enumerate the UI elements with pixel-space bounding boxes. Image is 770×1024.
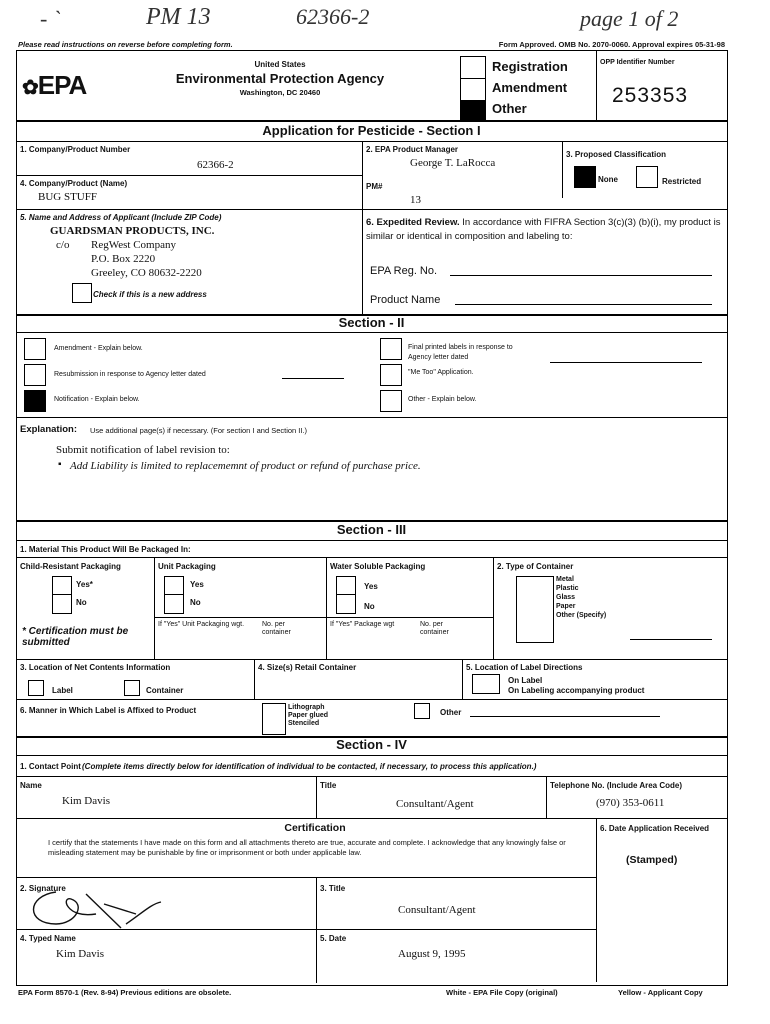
- agency-country: United States: [254, 60, 306, 69]
- unit-label: Unit Packaging: [158, 562, 216, 571]
- contact-label: 1. Contact Point: [20, 762, 81, 771]
- classification-label: 3. Proposed Classification: [566, 150, 667, 159]
- container-glass: Glass: [556, 594, 576, 601]
- class-none-checkbox[interactable]: [574, 166, 596, 188]
- manner-paper-glued: Paper glued: [288, 712, 329, 719]
- child-yes-checkbox[interactable]: [52, 576, 72, 596]
- date-label: 5. Date: [320, 934, 347, 943]
- net-label-checkbox[interactable]: [28, 680, 44, 696]
- cert-note: * Certification must be submitted: [22, 626, 129, 648]
- company-number-label: 1. Company/Product Number: [20, 145, 131, 154]
- phone-value[interactable]: (970) 353-0611: [596, 797, 665, 809]
- manner-label: 6. Manner in Which Label is Affixed to Product: [20, 706, 197, 715]
- registration-checkbox[interactable]: [460, 56, 486, 80]
- unit-weight-label: If "Yes" Unit Packaging wgt.: [158, 621, 245, 628]
- explanation-hint: Use additional page(s) if necessary. (For section I and Section II.): [90, 426, 308, 435]
- child-no-checkbox[interactable]: [52, 594, 72, 614]
- water-no-checkbox[interactable]: [336, 594, 356, 614]
- bullet-icon: ▪: [58, 459, 62, 470]
- package-weight-label: If "Yes" Package wgt: [330, 621, 395, 628]
- on-labeling-option: On Labeling accompanying product: [508, 686, 645, 695]
- directions-checkbox[interactable]: [472, 674, 500, 694]
- agency-letter-label: Agency letter dated: [408, 354, 469, 361]
- net-container-checkbox[interactable]: [124, 680, 140, 696]
- epa-reg-label: EPA Reg. No.: [370, 265, 438, 277]
- water-yes-checkbox[interactable]: [336, 576, 356, 596]
- water-no-label: No: [364, 602, 375, 611]
- epa-logo: ✿EPA: [22, 70, 87, 100]
- yellow-copy: Yellow - Applicant Copy: [618, 988, 703, 997]
- me-too-checkbox[interactable]: [380, 364, 402, 386]
- explanation-line2: Add Liability is limited to replacememnt of product or refund of purchase price.: [70, 460, 421, 472]
- applicant-name[interactable]: GUARDSMAN PRODUCTS, INC.: [50, 225, 215, 237]
- option-other: Other: [492, 101, 527, 116]
- handwritten-page-note: page 1 of 2: [580, 6, 679, 31]
- cert-text: I certify that the statements I have made on this form and all attachments thereto are true, accurate and complete. I acknowledge that any knowingly false or misleading statement may be punishable by fine or imprisonment or both under applicable law.: [48, 838, 566, 857]
- class-none-label: None: [598, 175, 618, 184]
- water-yes-label: Yes: [364, 582, 378, 591]
- unit-no-label: No: [190, 598, 201, 607]
- container-plastic: Plastic: [556, 585, 579, 592]
- white-copy: White - EPA File Copy (original): [446, 988, 558, 997]
- manner-other-label: Other: [440, 708, 462, 717]
- pm-value[interactable]: 13: [410, 194, 421, 206]
- amendment-checkbox[interactable]: [460, 78, 486, 102]
- phone-label: Telephone No. (Include Area Code): [550, 781, 683, 790]
- signature-scribble: [26, 884, 186, 934]
- unit-yes-label: Yes: [190, 580, 204, 589]
- manner-stenciled: Stenciled: [288, 720, 320, 727]
- notification-label: Notification - Explain below.: [54, 396, 140, 403]
- manner-checkbox[interactable]: [262, 703, 286, 735]
- name-value[interactable]: Kim Davis: [62, 795, 110, 807]
- container-other: Other (Specify): [556, 612, 607, 619]
- other-explain-label: Other - Explain below.: [408, 396, 477, 403]
- class-restricted-checkbox[interactable]: [636, 166, 658, 188]
- child-yes-label: Yes*: [76, 580, 93, 589]
- section3-title: Section - III: [336, 522, 407, 537]
- sizes-label: 4. Size(s) Retail Container: [258, 663, 357, 672]
- section2-title: Section - II: [338, 315, 405, 330]
- cert-title: Certification: [284, 822, 346, 834]
- expedited-review: [366, 216, 722, 244]
- manner-other-checkbox[interactable]: [414, 703, 430, 719]
- date-received-label: 6. Date Application Received: [600, 824, 710, 833]
- child-label: Child-Resistant Packaging: [20, 562, 121, 571]
- container-type-label: 2. Type of Container: [497, 562, 574, 571]
- typed-name-label: 4. Typed Name: [20, 934, 76, 943]
- manner-lithograph: Lithograph: [288, 704, 325, 711]
- agency-block: [150, 60, 410, 97]
- stamped-label: (Stamped): [626, 854, 678, 866]
- option-registration: Registration: [492, 59, 568, 74]
- applicant-label: 5. Name and Address of Applicant (Include ZIP Code): [20, 213, 222, 222]
- expedited-title: 6. Expedited Review.: [366, 217, 460, 228]
- signature-label: 2. Signature: [20, 884, 66, 893]
- unit-per-container-label: No. per container: [262, 621, 291, 636]
- opp-number: 253353: [612, 84, 689, 107]
- opp-label: OPP Identifier Number: [600, 59, 675, 66]
- on-label-option: On Label: [508, 676, 543, 685]
- product-manager-label: 2. EPA Product Manager: [366, 145, 459, 154]
- section1-title: Application for Pesticide - Section I: [262, 123, 481, 138]
- final-labels-label: Final printed labels in response to: [408, 344, 513, 351]
- notification-checkbox[interactable]: [24, 390, 46, 412]
- container-type-list: [556, 575, 606, 620]
- net-container-option: Container: [146, 686, 184, 695]
- handwritten-number-note: 62366-2: [296, 4, 370, 29]
- new-address-label: Check if this is a new address: [93, 290, 207, 299]
- new-address-checkbox[interactable]: [72, 283, 92, 303]
- final-labels-checkbox[interactable]: [380, 338, 402, 360]
- resubmission-label: Resubmission in response to Agency letter dated: [54, 371, 206, 378]
- form-number: EPA Form 8570-1 (Rev. 8-94) Previous editions are obsolete.: [18, 988, 232, 997]
- material-label: 1. Material This Product Will Be Packaged In:: [20, 545, 191, 554]
- unit-yes-checkbox[interactable]: [164, 576, 184, 596]
- product-manager[interactable]: George T. LaRocca: [410, 157, 496, 169]
- container-paper: Paper: [556, 603, 576, 610]
- typed-name-value[interactable]: Kim Davis: [56, 948, 104, 960]
- resubmission-checkbox[interactable]: [24, 364, 46, 386]
- applicant-line1[interactable]: RegWest Company: [91, 239, 176, 251]
- net-label-option: Label: [52, 686, 73, 695]
- me-too-label: "Me Too" Application.: [408, 369, 474, 376]
- water-label: Water Soluble Packaging: [330, 562, 426, 571]
- company-number[interactable]: 62366-2: [197, 159, 234, 171]
- amendment-explain-label: Amendment - Explain below.: [54, 345, 143, 352]
- product-name2-label: Product Name: [370, 294, 441, 306]
- package-per-container-label: No. per container: [420, 621, 449, 636]
- child-no-label: No: [76, 598, 87, 607]
- agency-city: Washington, DC 20460: [239, 88, 321, 97]
- container-metal: Metal: [556, 576, 574, 583]
- manner-list: [288, 704, 328, 728]
- applicant-co: c/o: [56, 239, 70, 251]
- explanation-label: Explanation:: [20, 424, 78, 435]
- contact-hint: (Complete items directly below for identification of individual to be contacted, if necessary, to process this application.): [82, 762, 537, 771]
- title2-label: 3. Title: [320, 884, 346, 893]
- instruction-text: Please read instructions on reverse before completing form.: [18, 40, 233, 49]
- container-type-boxes[interactable]: [516, 576, 554, 643]
- pm-label: PM#: [366, 182, 383, 191]
- other-explain-checkbox[interactable]: [380, 390, 402, 412]
- unit-no-checkbox[interactable]: [164, 594, 184, 614]
- name-label: Name: [20, 781, 42, 790]
- handwritten-marks: - `: [40, 6, 61, 31]
- section4-title: Section - IV: [336, 737, 407, 752]
- explanation-line1: Submit notification of label revision to:: [56, 444, 230, 456]
- title-label: Title: [320, 781, 337, 790]
- class-restricted-label: Restricted: [662, 177, 702, 186]
- other-checkbox[interactable]: [460, 100, 486, 120]
- applicant-line2[interactable]: P.O. Box 2220: [91, 253, 156, 265]
- product-name-label: 4. Company/Product (Name): [20, 179, 128, 188]
- handwritten-pm-note: PM 13: [146, 4, 211, 30]
- net-contents-label: 3. Location of Net Contents Information: [20, 663, 171, 672]
- agency-name: Environmental Protection Agency: [175, 71, 385, 86]
- expedited-text: In accordance with FIFRA Section 3(c)(3) (b)(i), my product is similar or identical in composition and labeling to:: [366, 217, 721, 242]
- amendment-explain-checkbox[interactable]: [24, 338, 46, 360]
- epa-flower-icon: ✿: [22, 77, 38, 99]
- applicant-line3[interactable]: Greeley, CO 80632-2220: [91, 267, 202, 279]
- product-name[interactable]: BUG STUFF: [38, 191, 97, 203]
- title2-value[interactable]: Consultant/Agent: [398, 904, 476, 916]
- form-approved-text: Form Approved. OMB No. 2070-0060. Approval expires 05-31-98: [498, 40, 725, 49]
- option-amendment: Amendment: [492, 80, 568, 95]
- date-value[interactable]: August 9, 1995: [398, 948, 466, 960]
- directions-label: 5. Location of Label Directions: [466, 663, 583, 672]
- title-value[interactable]: Consultant/Agent: [396, 798, 474, 810]
